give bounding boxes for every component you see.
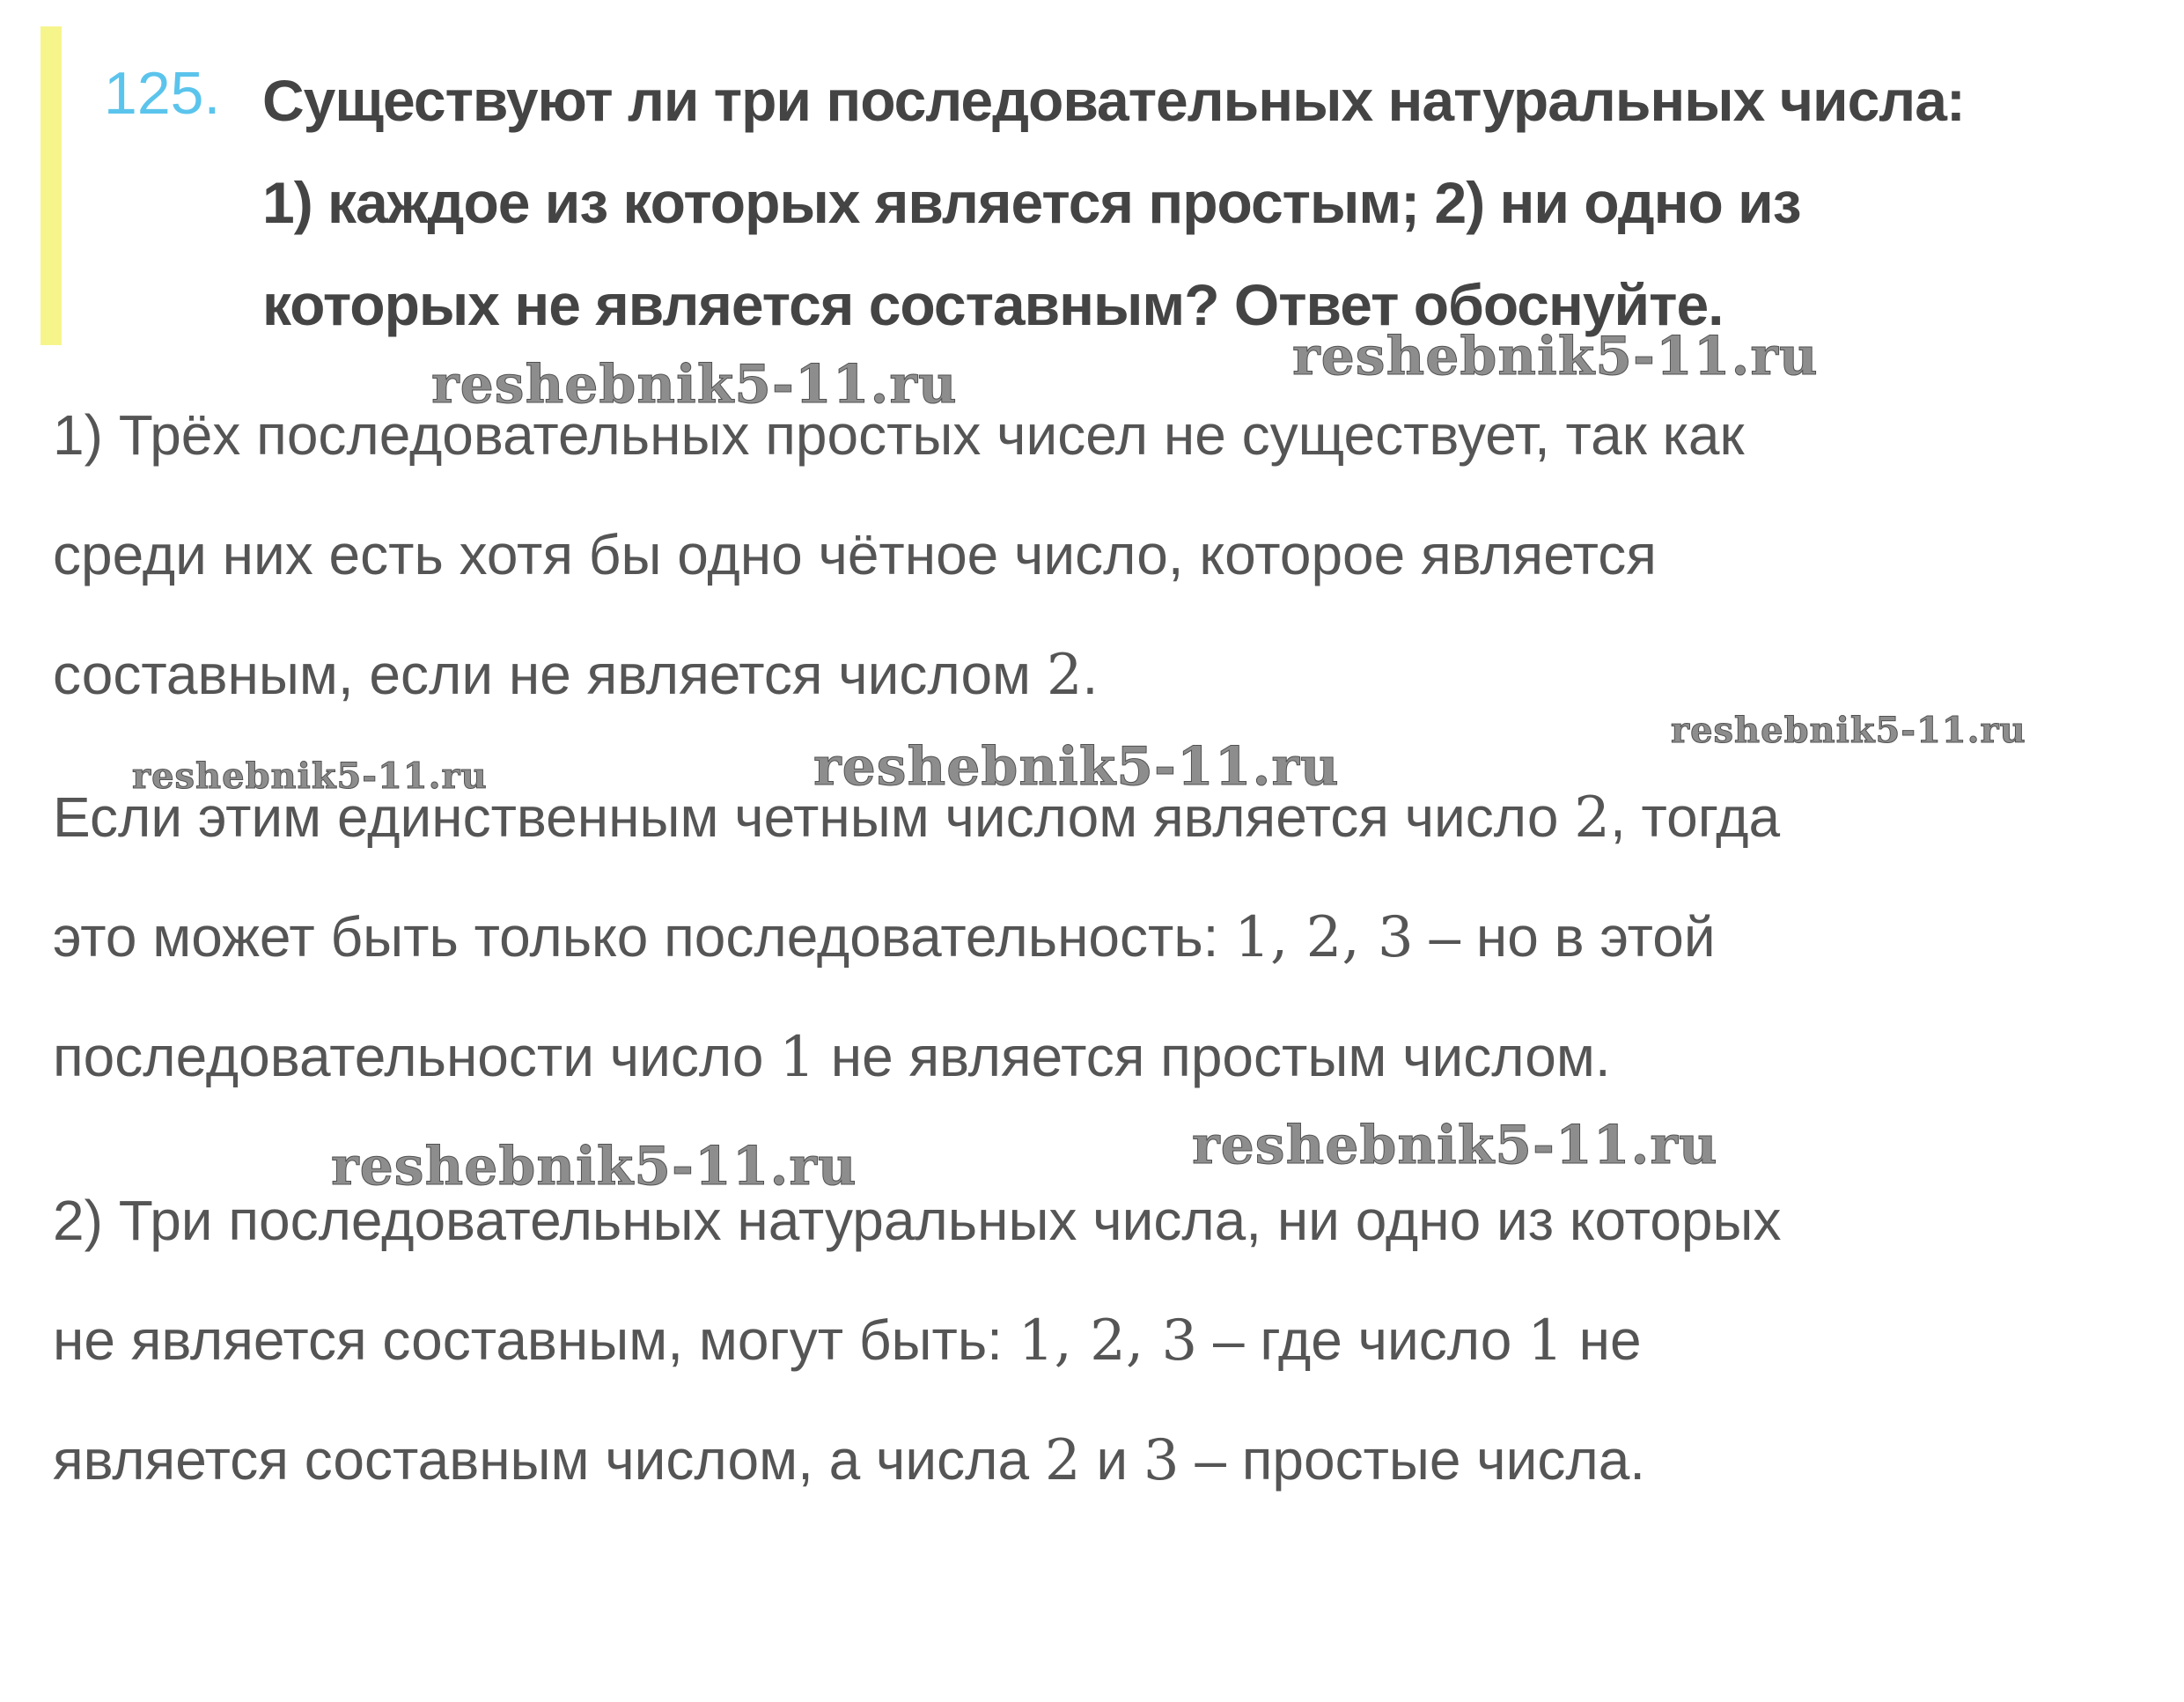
watermark: reshebnik5-11.ru <box>431 354 958 416</box>
answer-part-2 <box>53 1160 2157 1520</box>
task-highlight-bar <box>40 26 62 345</box>
answer-text: не является составным, могут быть: <box>53 1308 1018 1372</box>
task-statement <box>262 49 2155 356</box>
answer-text: – но в этой <box>1413 905 1716 969</box>
number-value: 2 <box>1046 643 1083 708</box>
answer-text: – простые числа. <box>1179 1428 1646 1492</box>
answer-text: не <box>1563 1308 1642 1372</box>
answer-text: , тогда <box>1609 785 1781 849</box>
answer-line: 2) Три последовательных натуральных числа, ни одно из которых <box>53 1189 1782 1252</box>
watermark: reshebnik5-11.ru <box>1292 326 1819 387</box>
answer-text: – где число <box>1197 1308 1528 1372</box>
watermark: reshebnik5-11.ru <box>1671 710 2026 751</box>
answer-text: является составным числом, а числа <box>53 1428 1045 1492</box>
answer-line <box>53 997 2157 1116</box>
watermark: reshebnik5-11.ru <box>1192 1115 1718 1176</box>
answer-part-1-continued <box>53 757 2157 1116</box>
answer-text: и <box>1080 1428 1143 1492</box>
answer-line: среди них есть хотя бы одно чётное число, которое является <box>53 523 1657 586</box>
number-value: 3 <box>1143 1428 1180 1493</box>
answer-text: последовательности число <box>53 1025 780 1088</box>
number-sequence: 1, 2, 3 <box>1018 1308 1198 1374</box>
answer-line <box>53 1400 2157 1520</box>
answer-text: Если этим единственным четным числом является число <box>53 785 1575 849</box>
number-value: 2 <box>1574 785 1610 851</box>
task-line-2: 1) каждое из которых является простым; 2) ни одно из <box>262 170 1801 235</box>
answer-line: 1) Трёх последовательных простых чисел не существует, так как <box>53 403 1745 467</box>
watermark: reshebnik5-11.ru <box>331 1136 857 1197</box>
answer-line <box>53 1280 2157 1400</box>
answer-text: . <box>1082 643 1099 706</box>
answer-text: составным, если не является числом <box>53 643 1047 706</box>
watermark: reshebnik5-11.ru <box>132 755 488 797</box>
number-value: 1 <box>1527 1308 1563 1374</box>
answer-text: не является простым числом. <box>814 1025 1611 1088</box>
task-line-1: Существуют ли три последовательных натуральных числа: <box>262 68 1965 133</box>
watermark: reshebnik5-11.ru <box>813 736 1340 798</box>
task-line-3: которых не является составным? Ответ обоснуйте. <box>262 272 1724 337</box>
task-number: 125. <box>104 60 221 127</box>
number-value: 1 <box>779 1025 815 1090</box>
number-value: 2 <box>1044 1428 1081 1493</box>
answer-part-1 <box>53 375 2157 734</box>
answer-line <box>53 877 2157 997</box>
number-sequence: 1, 2, 3 <box>1234 905 1414 970</box>
answer-text: это может быть только последовательность: <box>53 905 1235 969</box>
